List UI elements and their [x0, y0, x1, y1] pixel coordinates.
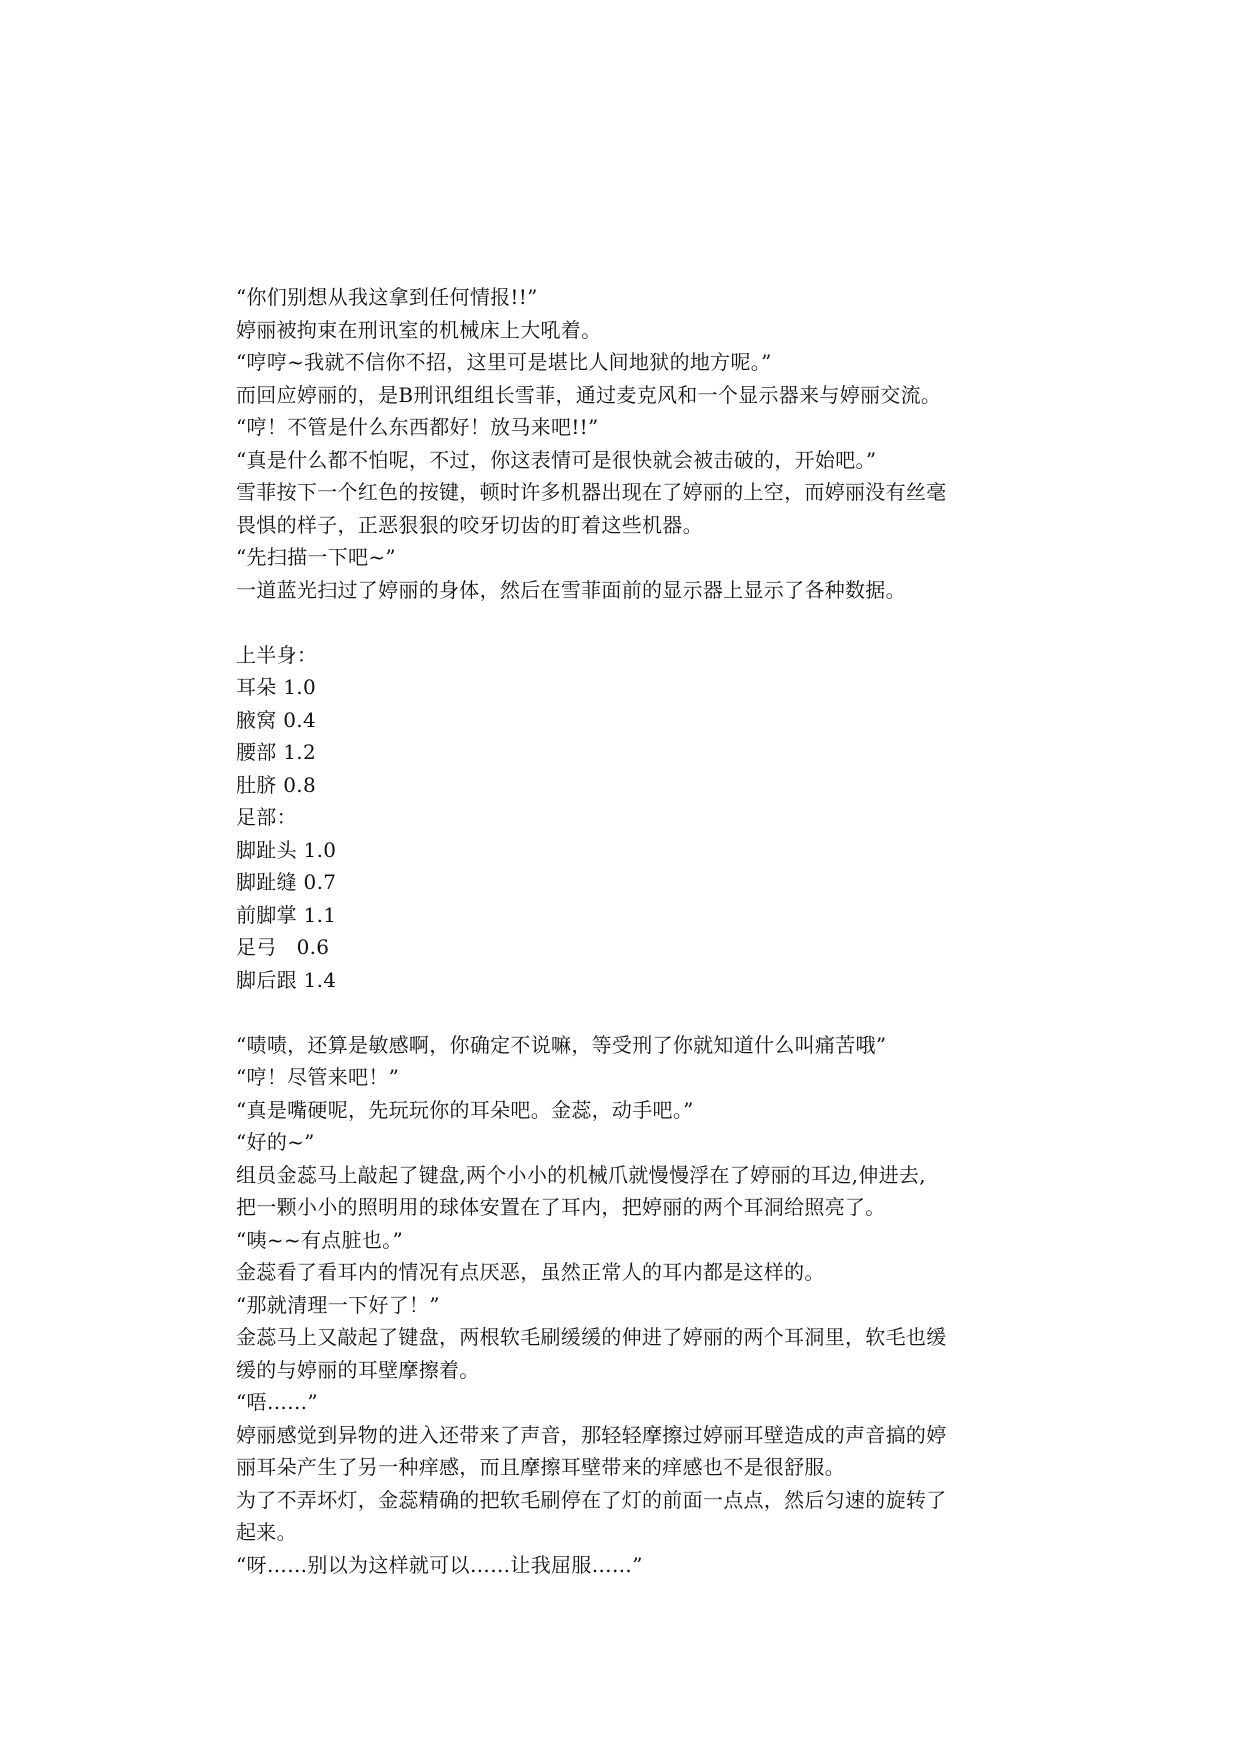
text-line: 组员金蕊马上敲起了键盘,两个小小的机械爪就慢慢浮在了婷丽的耳边,伸进去,: [236, 1162, 926, 1187]
text-line: 把一颗小小的照明用的球体安置在了耳内，把婷丽的两个耳洞给照亮了。: [236, 1195, 886, 1219]
text-line: “哼！尽管来吧！”: [236, 1065, 400, 1089]
text-line: 前脚掌 1.1: [236, 902, 337, 927]
text-line: 肚脐 0.8: [236, 772, 316, 797]
text-line: 上半身：: [236, 642, 318, 667]
text-line: 雪菲按下一个红色的按键，顿时许多机器出现在了婷丽的上空，而婷丽没有丝毫: [236, 480, 947, 504]
text-line: 足部：: [236, 805, 297, 829]
text-line: 耳朵 1.0: [236, 675, 316, 699]
text-line: 而回应婷丽的，是B刑讯组组长雪菲，通过麦克风和一个显示器来与婷丽交流。: [236, 382, 942, 407]
text-line: “真是嘴硬呢，先玩玩你的耳朵吧。金蕊，动手吧。”: [236, 1097, 694, 1122]
text-line: 脚后跟 1.4: [236, 967, 337, 992]
text-line: “那就清理一下好了！”: [236, 1292, 440, 1317]
text-line: “好的~”: [236, 1130, 315, 1154]
text-line: 脚趾头 1.0: [236, 837, 337, 862]
text-line: 腰部 1.2: [236, 740, 316, 764]
story-text: [236, 281, 1016, 1581]
text-line: “哼哼~我就不信你不招，这里可是堪比人间地狱的地方呢。”: [236, 350, 772, 374]
text-line: 起来。: [236, 1520, 297, 1544]
text-line: 婷丽感觉到异物的进入还带来了声音，那轻轻摩擦过婷丽耳壁造成的声音搞的婷: [236, 1422, 947, 1447]
text-line: “哼！不管是什么东西都好！放马来吧!!”: [236, 415, 599, 439]
blank-line: [236, 996, 1016, 1029]
text-line: 脚趾缝 0.7: [236, 870, 337, 894]
text-line: 金蕊马上又敲起了键盘，两根软毛刷缓缓的伸进了婷丽的两个耳洞里，软毛也缓: [236, 1325, 947, 1349]
text-line: “啧啧，还算是敏感啊，你确定不说嘛，等受刑了你就知道什么叫痛苦哦”: [236, 1032, 887, 1057]
text-line: 一道蓝光扫过了婷丽的身体，然后在雪菲面前的显示器上显示了各种数据。: [236, 577, 906, 602]
text-line: “唔……”: [236, 1390, 318, 1414]
text-line: “真是什么都不怕呢，不过，你这表情可是很快就会被击破的，开始吧。”: [236, 447, 877, 472]
text-line: “先扫描一下吧~”: [236, 545, 396, 569]
text-line: “呀……别以为这样就可以……让我屈服……”: [236, 1552, 643, 1577]
text-line: 缓的与婷丽的耳壁摩擦着。: [236, 1357, 480, 1382]
text-line: 为了不弄坏灯，金蕊精确的把软毛刷停在了灯的前面一点点，然后匀速的旋转了: [236, 1487, 947, 1512]
text-line: “你们别想从我这拿到任何情报!!”: [236, 285, 538, 309]
blank-line: [236, 606, 1016, 639]
text-line: 婷丽被拘束在刑讯室的机械床上大吼着。: [236, 317, 602, 342]
text-line: 足弓 0.6: [236, 935, 330, 959]
text-line: “咦~~有点脏也。”: [236, 1227, 403, 1252]
text-line: 畏惧的样子，正恶狠狠的咬牙切齿的盯着这些机器。: [236, 512, 703, 537]
text-line: 金蕊看了看耳内的情况有点厌恶，虽然正常人的耳内都是这样的。: [236, 1260, 825, 1284]
text-line: 腋窝 0.4: [236, 707, 316, 732]
text-line: 丽耳朵产生了另一种痒感，而且摩擦耳壁带来的痒感也不是很舒服。: [236, 1455, 845, 1479]
